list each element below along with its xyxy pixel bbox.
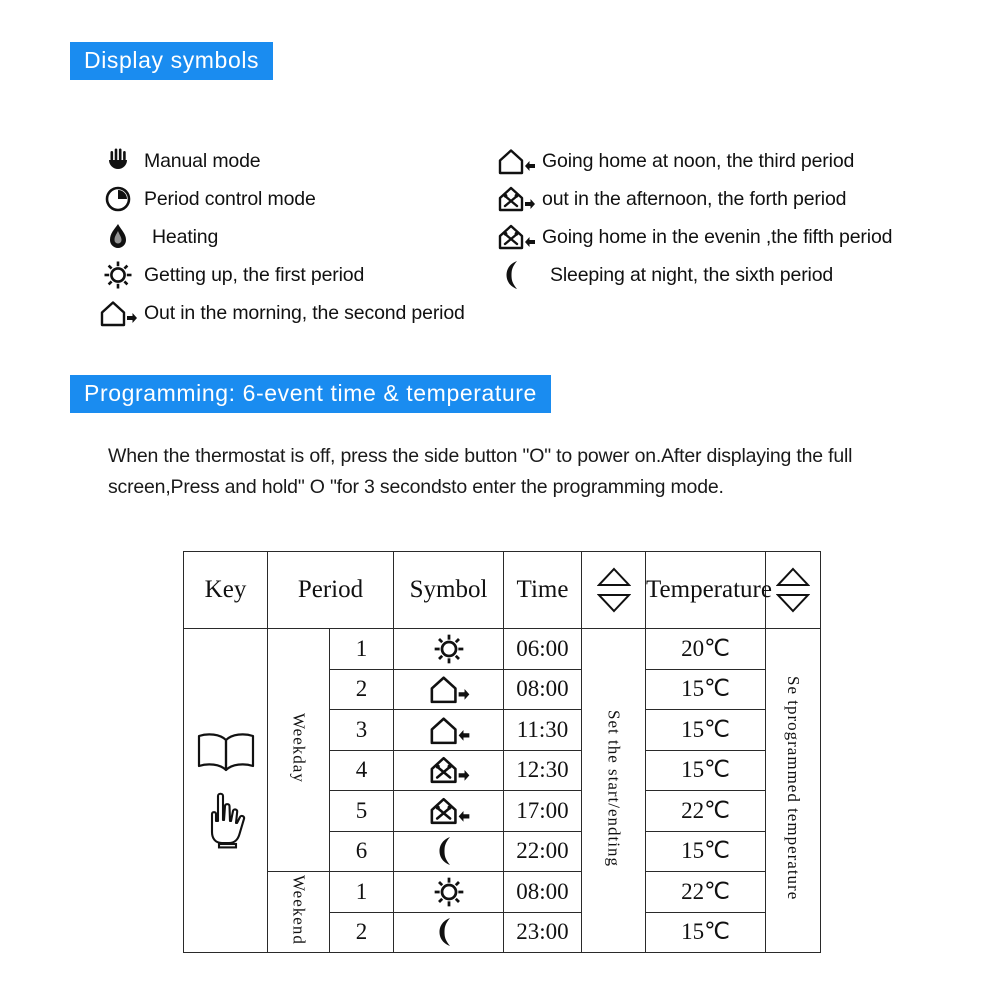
time-cell[interactable]: 06:00: [504, 629, 582, 670]
temperature-cell[interactable]: 15℃: [646, 831, 766, 872]
time-cell[interactable]: 12:30: [504, 750, 582, 791]
header-temperature: Temperature: [646, 552, 766, 629]
time-cell[interactable]: 23:00: [504, 912, 582, 953]
header-period: Period: [268, 552, 394, 629]
period-group-cell: [268, 629, 330, 872]
period-number-cell: 1: [330, 872, 394, 913]
house-in-icon: [421, 715, 477, 745]
header-symbol: Symbol: [394, 552, 504, 629]
time-note-label: Set the start/endting: [604, 709, 624, 867]
header-time: Time: [504, 552, 582, 629]
programming-intro-paragraph: When the thermostat is off, press the side button "O" to power on.After displaying the full screen,Press and hold" O "for 3 secondsto enter the programming mode.: [108, 445, 853, 498]
key-column-cell: [184, 629, 268, 953]
symbol-cell: [394, 831, 504, 872]
symbol-cell: [394, 629, 504, 670]
legend-label: Going home at noon, the third period: [542, 149, 855, 172]
legend-label: out in the afternoon, the forth period: [542, 187, 847, 210]
legend-label: Going home in the evenin ,the fifth period: [542, 225, 893, 248]
temperature-note-label: Se tprogrammed temperature: [784, 675, 803, 901]
legend-label: Heating: [152, 225, 219, 248]
programming-banner: Programming: 6-event time & temperature: [70, 375, 551, 413]
moon-icon: [496, 258, 536, 292]
time-cell[interactable]: 08:00: [504, 669, 582, 710]
time-cell[interactable]: 08:00: [504, 872, 582, 913]
house-work-out-icon: [421, 755, 477, 785]
temperature-cell[interactable]: 15℃: [646, 710, 766, 751]
hand-icon: [98, 144, 138, 178]
house-out-icon: [98, 296, 138, 330]
header-key: Key: [184, 552, 268, 629]
legend-label: Period control mode: [144, 187, 316, 210]
symbol-cell: [394, 791, 504, 832]
book-icon: [195, 730, 257, 776]
period-number-cell: 5: [330, 791, 394, 832]
house-out-icon: [421, 674, 477, 704]
legend-item-out-morning: [98, 294, 568, 332]
legend-right-column: [496, 142, 976, 294]
time-cell[interactable]: 17:00: [504, 791, 582, 832]
temperature-cell[interactable]: 15℃: [646, 750, 766, 791]
temperature-cell[interactable]: 22℃: [646, 872, 766, 913]
programming-table-container: [183, 551, 820, 953]
header-temp-adjust[interactable]: [766, 552, 821, 629]
legend-item-sleeping: [496, 256, 976, 294]
moon-icon: [436, 834, 462, 868]
house-in-icon: [496, 144, 536, 178]
legend-item-home-evening: [496, 218, 976, 256]
legend-label: Getting up, the first period: [144, 263, 365, 286]
house-work-in-icon: [421, 796, 477, 826]
temperature-cell[interactable]: 15℃: [646, 669, 766, 710]
temperature-cell[interactable]: 22℃: [646, 791, 766, 832]
temperature-cell[interactable]: 15℃: [646, 912, 766, 953]
sun-icon: [98, 258, 138, 292]
table-header-row: [184, 552, 821, 629]
legend-label: Out in the morning, the second period: [144, 301, 465, 324]
symbol-cell: [394, 750, 504, 791]
period-number-cell: 1: [330, 629, 394, 670]
sun-icon: [432, 632, 466, 666]
period-number-cell: 2: [330, 912, 394, 953]
programming-table: [183, 551, 821, 953]
flame-icon: [98, 220, 138, 254]
time-cell[interactable]: 11:30: [504, 710, 582, 751]
legend-item-home-noon: [496, 142, 976, 180]
temperature-note-cell: [766, 629, 821, 953]
legend-label: Sleeping at night, the sixth period: [550, 263, 834, 286]
table-row: [184, 872, 821, 913]
symbol-cell: [394, 872, 504, 913]
pointing-hand-icon: [200, 790, 252, 852]
sun-icon: [432, 875, 466, 909]
header-time-adjust[interactable]: [582, 552, 646, 629]
display-symbols-banner: Display symbols: [70, 42, 273, 80]
period-group-cell: [268, 872, 330, 953]
symbol-cell: [394, 669, 504, 710]
period-number-cell: 6: [330, 831, 394, 872]
time-cell[interactable]: 22:00: [504, 831, 582, 872]
period-group-label: Weekend: [289, 874, 309, 945]
time-note-cell: [582, 629, 646, 953]
symbol-cell: [394, 912, 504, 953]
triangle-up-icon: [597, 567, 631, 587]
moon-icon: [436, 915, 462, 949]
legend-label: Manual mode: [144, 149, 261, 172]
period-number-cell: 3: [330, 710, 394, 751]
triangle-down-icon: [597, 593, 631, 613]
period-number-cell: 4: [330, 750, 394, 791]
legend-item-out-afternoon: [496, 180, 976, 218]
table-row: [184, 629, 821, 670]
triangle-down-icon: [776, 593, 810, 613]
clock-icon: [98, 182, 138, 216]
temperature-cell[interactable]: 20℃: [646, 629, 766, 670]
house-work-in-icon: [496, 220, 536, 254]
period-group-label: Weekday: [289, 712, 309, 783]
period-number-cell: 2: [330, 669, 394, 710]
symbol-cell: [394, 710, 504, 751]
triangle-up-icon: [776, 567, 810, 587]
house-work-out-icon: [496, 182, 536, 216]
